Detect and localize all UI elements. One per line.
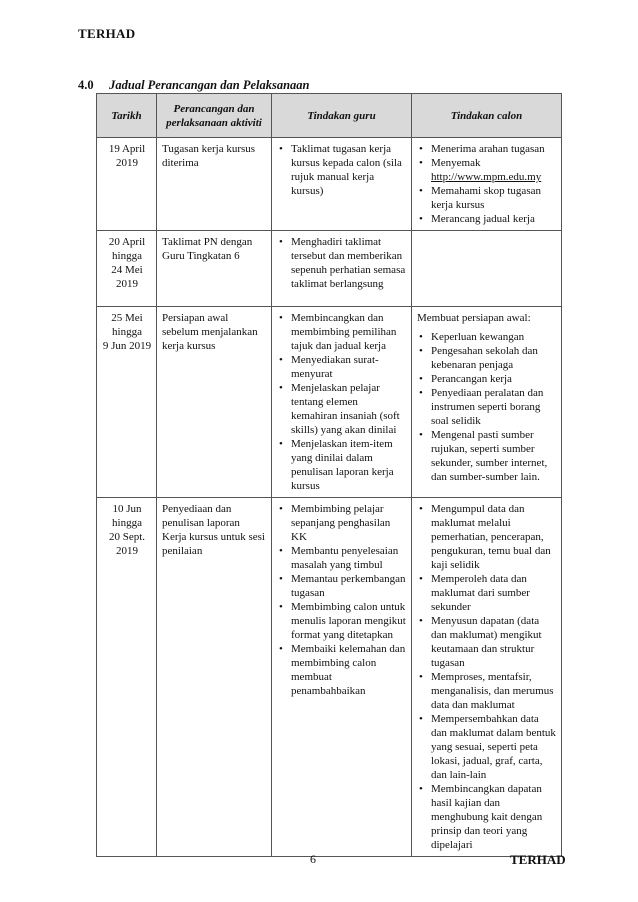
list-item: • Membincangkan dan membimbing pemilihan tajuk dan jadual kerja bbox=[277, 311, 407, 353]
activity-text: Taklimat PN dengan Guru Tingkatan 6 bbox=[162, 236, 253, 262]
date-line: 20 April bbox=[108, 236, 146, 248]
candidate-cell bbox=[412, 231, 562, 307]
header-activity: Perancangan dan perlaksanaan aktiviti bbox=[157, 94, 272, 138]
list-item: • Perancangan kerja bbox=[417, 372, 557, 386]
date-cell bbox=[97, 138, 157, 231]
list-item: • Membantu penyelesaian masalah yang timbul bbox=[277, 544, 407, 572]
list-item: • Mempersembahkan data dan maklumat dalam bentuk yang sesuai, seperti peta lokasi, jadual, graf, carta, dan lain-lain bbox=[417, 712, 557, 782]
list-item: • Membaiki kelemahan dan membimbing calon membuat penambahbaikan bbox=[277, 642, 407, 698]
candidate-cell bbox=[412, 307, 562, 498]
date-cell bbox=[97, 231, 157, 307]
list-item: • Taklimat tugasan kerja kursus kepada calon (sila rujuk manual kerja kursus) bbox=[277, 142, 407, 198]
date-line: 10 Jun bbox=[112, 503, 142, 515]
date-line: 24 Mei bbox=[111, 264, 143, 276]
candidate-cell bbox=[412, 138, 562, 231]
header-classification: TERHAD bbox=[78, 26, 136, 41]
section-heading bbox=[78, 78, 310, 93]
date-line: 2019 bbox=[116, 157, 138, 169]
date-cell bbox=[97, 498, 157, 857]
list-item: • Mengenal pasti sumber rujukan, seperti sumber sekunder, sumber internet, dan sumber-sumber lain. bbox=[417, 428, 557, 484]
plan-table bbox=[96, 93, 562, 857]
date-line: 2019 bbox=[116, 545, 138, 557]
section-title: Jadual Perancangan dan Pelaksanaan bbox=[109, 78, 310, 92]
activity-text: Penyediaan dan penulisan laporan bbox=[162, 503, 240, 529]
list-item: • Memperoleh data dan maklumat dari sumber sekunder bbox=[417, 572, 557, 614]
table-row bbox=[97, 498, 562, 857]
list-item: • Membimbing pelajar sepanjang penghasilan KK bbox=[277, 502, 407, 544]
date-line: hingga bbox=[112, 250, 142, 262]
header-candidate-action: Tindakan calon bbox=[412, 94, 562, 138]
list-item bbox=[417, 156, 557, 184]
date-line: hingga bbox=[112, 517, 142, 529]
list-item: • Menjelaskan item-item yang dinilai dalam penulisan laporan kerja kursus bbox=[277, 437, 407, 493]
footer-classification: TERHAD bbox=[510, 852, 566, 867]
list-item: • Pengesahan sekolah dan kebenaran penjaga bbox=[417, 344, 557, 372]
activity-cell bbox=[157, 498, 272, 857]
list-item: • Menyediakan surat-menyurat bbox=[277, 353, 407, 381]
activity-text: Kerja kursus untuk sesi penilaian bbox=[162, 531, 265, 557]
list-item: • Menyusun dapatan (data dan maklumat) mengikut keutamaan dan struktur tugasan bbox=[417, 614, 557, 670]
list-item: • Merancang jadual kerja bbox=[417, 212, 557, 226]
teacher-cell bbox=[272, 231, 412, 307]
list-item: • Penyediaan peralatan dan instrumen seperti borang soal selidik bbox=[417, 386, 557, 428]
teacher-cell bbox=[272, 138, 412, 231]
candidate-cell bbox=[412, 498, 562, 857]
table-row bbox=[97, 307, 562, 498]
date-cell bbox=[97, 307, 157, 498]
table-header-row bbox=[97, 94, 562, 138]
activity-text: Persiapan awal sebelum menjalankan kerja kursus bbox=[162, 312, 258, 352]
list-item: • Membincangkan dapatan hasil kajian dan menghubung kait dengan prinsip dan teori yang dipelajari bbox=[417, 782, 557, 852]
candidate-lead-text: Membuat persiapan awal: bbox=[417, 312, 531, 324]
section-number: 4.0 bbox=[78, 78, 94, 92]
header-date: Tarikh bbox=[97, 94, 157, 138]
mpm-website-link[interactable]: http://www.mpm.edu.my bbox=[431, 171, 542, 183]
date-line: 9 Jun 2019 bbox=[102, 340, 152, 352]
list-item-text: Menyemak bbox=[431, 157, 481, 169]
date-line: 2019 bbox=[116, 278, 138, 290]
list-item: • Memahami skop tugasan kerja kursus bbox=[417, 184, 557, 212]
table-row bbox=[97, 138, 562, 231]
activity-cell bbox=[157, 138, 272, 231]
list-item: • Menghadiri taklimat tersebut dan memberikan sepenuh perhatian semasa taklimat berlangsung bbox=[277, 235, 407, 291]
teacher-cell bbox=[272, 498, 412, 857]
list-item: • Mengumpul data dan maklumat melalui pemerhatian, pencerapan, pengukuran, temu bual dan kaji selidik bbox=[417, 502, 557, 572]
activity-text: Tugasan kerja kursus diterima bbox=[162, 143, 256, 169]
list-item: • Memantau perkembangan tugasan bbox=[277, 572, 407, 600]
teacher-cell bbox=[272, 307, 412, 498]
list-item: • Memproses, mentafsir, menganalisis, dan merumus data dan maklumat bbox=[417, 670, 557, 712]
list-item: • Membimbing calon untuk menulis laporan mengikut format yang ditetapkan bbox=[277, 600, 407, 642]
list-item: • Menerima arahan tugasan bbox=[417, 142, 557, 156]
date-line: 25 Mei bbox=[111, 312, 143, 324]
table-row bbox=[97, 231, 562, 307]
list-item: • Menjelaskan pelajar tentang elemen kemahiran insaniah (soft skills) yang akan dinilai bbox=[277, 381, 407, 437]
activity-cell bbox=[157, 231, 272, 307]
header-teacher-action: Tindakan guru bbox=[272, 94, 412, 138]
date-line: 20 Sept. bbox=[108, 531, 146, 543]
list-item: • Keperluan kewangan bbox=[417, 330, 557, 344]
page-number: 6 bbox=[310, 852, 316, 866]
date-line: hingga bbox=[112, 326, 142, 338]
date-line: 19 April bbox=[108, 143, 146, 155]
activity-cell bbox=[157, 307, 272, 498]
